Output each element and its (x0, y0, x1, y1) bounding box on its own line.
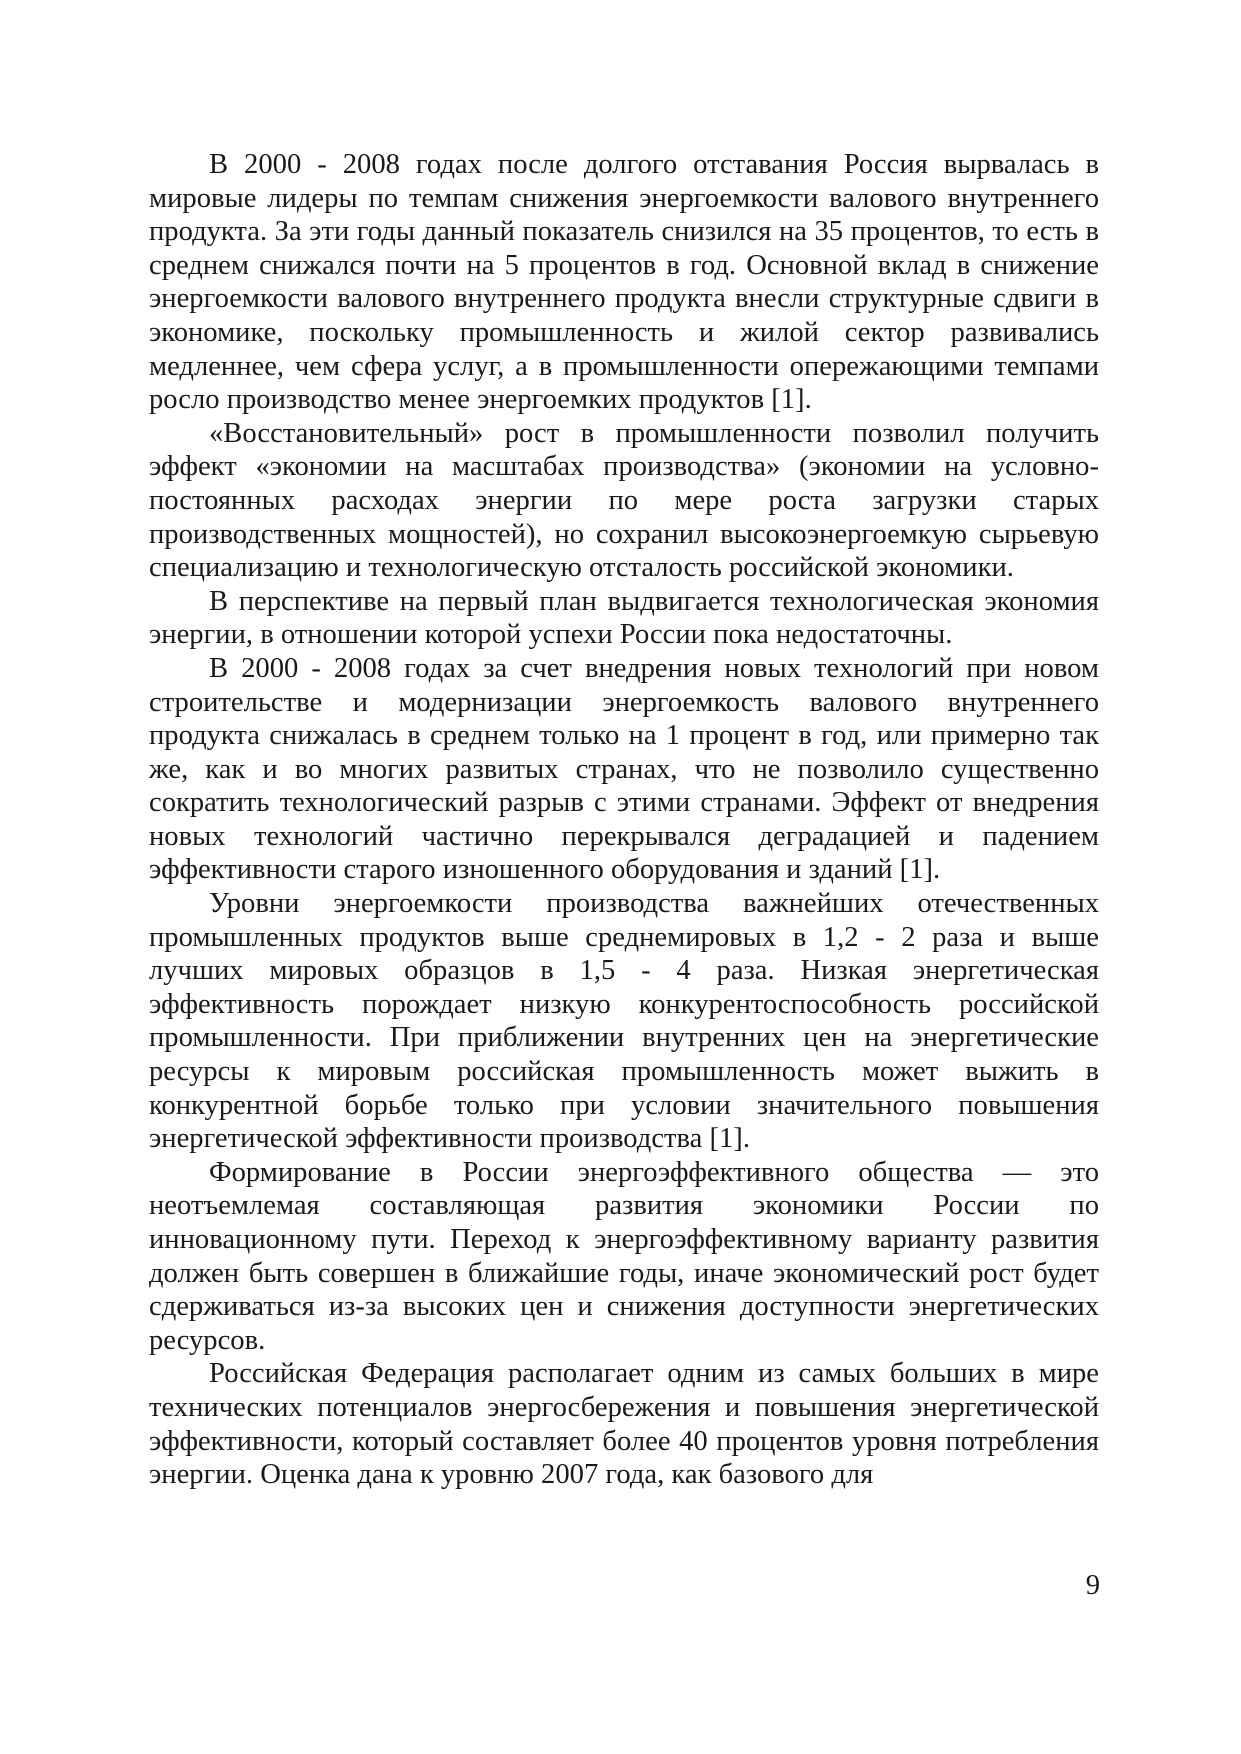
paragraph-7: Российская Федерация располагает одним из самых больших в мире технических потенциалов энергосбережения и повышения энергетической эффективности, который составляет более 40 процентов уровня потребления энергии. Оценка дана к уровню 2007 года, как базового для (149, 1358, 1099, 1491)
paragraph-2: «Восстановительный» рост в промышленности позволил получить эффект «экономии на масштабах производства» (экономии на условно-постоянных расходах энергии по мере роста загрузки старых производственных мощностей), но сохранил высокоэнергоемкую сырьевую специализацию и технологическую отсталость российской экономики. (149, 417, 1099, 584)
page-number: 9 (1085, 1570, 1100, 1601)
text-body (149, 148, 1099, 1492)
paragraph-6: Формирование в России энергоэффективного общества — это неотъемлемая составляющая развития экономики России по инновационному пути. Переход к энергоэффективному варианту развития должен быть совершен в ближайшие годы, иначе экономический рост будет сдерживаться из-за высоких цен и снижения доступности энергетических ресурсов. (149, 1156, 1099, 1356)
paragraph-5: Уровни энергоемкости производства важнейших отечественных промышленных продуктов выше среднемировых в 1,2 - 2 раза и выше лучших мировых образцов в 1,5 - 4 раза. Низкая энергетическая эффективность порождает низкую конкурентоспособность российской промышленности. При приближении внутренних цен на энергетические ресурсы к мировым российская промышленность может выжить в конкурентной борьбе только при условии значительного повышения энергетической эффективности производства [1]. (149, 888, 1099, 1155)
paragraph-4: В 2000 - 2008 годах за счет внедрения новых технологий при новом строительстве и модернизации энергоемкость валового внутреннего продукта снижалась в среднем только на 1 процент в год, или примерно так же, как и во многих развитых странах, что не позволило существенно сократить технологический разрыв с этими странами. Эффект от внедрения новых технологий частично перекрывался деградацией и падением эффективности старого изношенного оборудования и зданий [1]. (149, 652, 1099, 886)
paragraph-1: В 2000 - 2008 годах после долгого отставания Россия вырвалась в мировые лидеры по темпам снижения энергоемкости валового внутреннего продукта. За эти годы данный показатель снизился на 35 процентов, то есть в среднем снижался почти на 5 процентов в год. Основной вклад в снижение энергоемкости валового внутреннего продукта внесли структурные сдвиги в экономике, поскольку промышленность и жилой сектор развивались медленнее, чем сфера услуг, а в промышленности опережающими темпами росло производство менее энергоемких продуктов [1]. (149, 149, 1099, 416)
paragraph-3: В перспективе на первый план выдвигается технологическая экономия энергии, в отношении которой успехи России пока недостаточны. (149, 585, 1099, 651)
